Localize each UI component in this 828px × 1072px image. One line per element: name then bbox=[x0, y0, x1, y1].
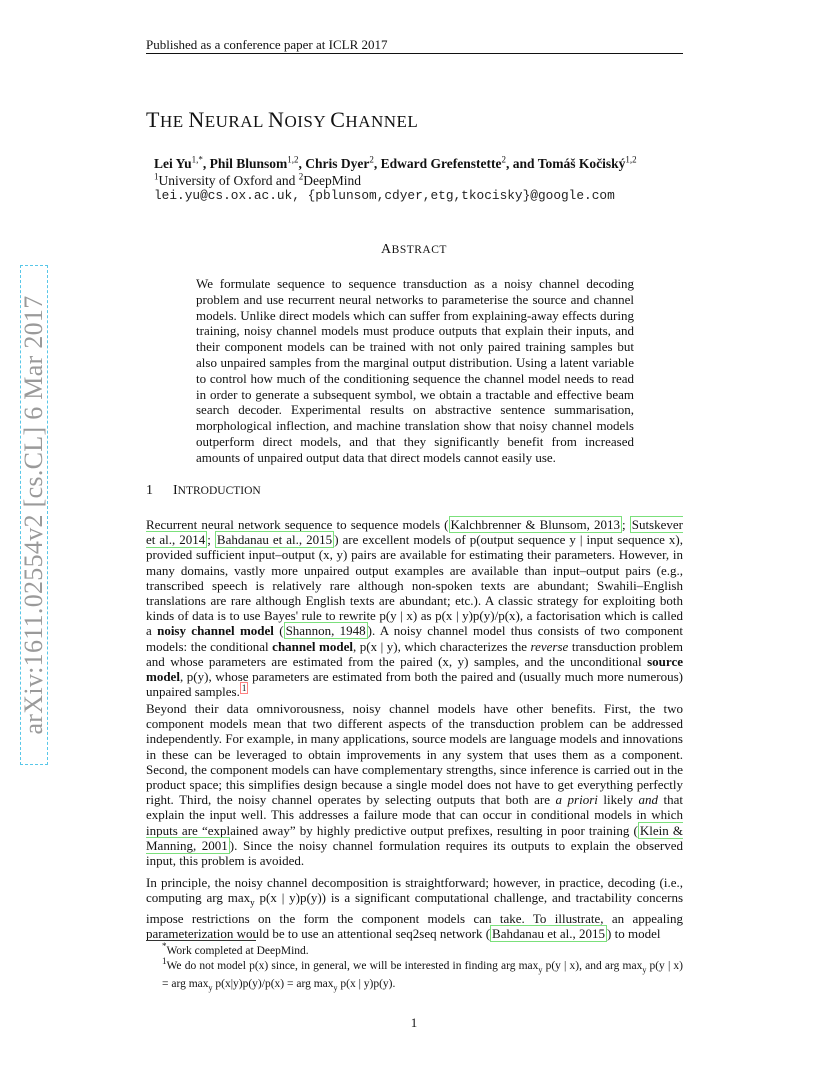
author-emails[interactable]: lei.yu@cs.ox.ac.uk, {pblunsom,cdyer,etg,tkocisky}@google.com bbox=[154, 188, 615, 203]
citation-link[interactable]: Klein & Manning, 2001 bbox=[146, 822, 683, 853]
intro-paragraph-1: Recurrent neural network sequence to sequence models ( Kalchbrenner & Blunsom, 2013 ; Sutskever et al., 2014 ; Bahdanau et al., 2015 ) are excellent models of p(output sequence y | input sequence x), provided sufficient input–output (x, y) pairs are available for estimating their parameters. However, in many domains, vastly more unpaired output examples are available than input–output pairs (e.g., transcribed speech is relatively rare although non-spoken texts are abundant; Swahili–English translations are rare although English texts are abundant; etc.). A classic strategy for exploiting both kinds of data is to use Bayes' rule to rewrite p(y | x) as p(x | y)p(y)/p(x), a factorisation which is called a noisy channel model ( Shannon, 1948 ). A noisy channel model thus consists of two component models: the conditional channel model, p(x | y), which characterizes the reverse transduction problem and whose parameters are estimated from the paired (x, y) samples, and the unconditional source model, p(y), whose parameters are estimated from both the paired and (usually much more numerous) unpaired samples. $^1$ bbox=[146, 517, 684, 700]
citation-link[interactable]: Sutskever et al., 2014 bbox=[146, 517, 683, 548]
arxiv-stamp[interactable] bbox=[20, 265, 50, 765]
intro-paragraph-3: In principle, the noisy channel decomposition is straightforward; however, in practice, decoding (i.e., computing arg $\max_y p(x$ | y)p(y)) is a significant computational challenge, and tractability concerns impose restrictions on the form the component models can take. To illustrate, an appealing parameterization would be to use an attentional seq2seq network ( Bahdanau et al., 2015 ) to model bbox=[146, 875, 683, 942]
author-list: Lei $Yu^{1,*}$, Phil Blunsom$^{1,2}$, Chris Dyer$^2$, Edward Grefenstette$^2$, and Tomáš Kočiský$^{1,2}$ bbox=[154, 154, 637, 171]
citation-link[interactable]: Kalchbrenner & Blunsom, 2013 bbox=[450, 517, 620, 532]
arxiv-stamp-label[interactable]: arXiv:1611.02554v2 [cs.CL] 6 Mar 2017 bbox=[19, 295, 48, 735]
intro-paragraph-2: Beyond their data omnivorousness, noisy channel models have other benefits. First, the two component models mean that two different aspects of the transduction problem can be addressed independently. For example, in many applications, source models are language models and innovations in these can be leveraged to obtain improvements in any system that uses them as a component. Second, the component models can have complementary strengths, since inference is carried out in the product space; this simplifies design because a single model does not have to get everything perfectly right. Third, the noisy channel operates by selecting outputs that both are a priori likely and that explain the input well. This addresses a failure mode that can occur in conditional models in which inputs are “explained away” by highly predictive output prefixes, resulting in poor training ( Klein & Manning, 2001 ). Since the noisy channel formulation requires its outputs to explain the observed input, this problem is avoided. bbox=[146, 701, 684, 869]
paper-title: THE NEURAL NOISY CHANNEL bbox=[146, 107, 419, 132]
abstract-body: We formulate sequence to sequence transduction as a noisy channel decoding problem and use recurrent neural networks to parameterise the source and channel models. Unlike direct models which can suffer from explaining-away effects during training, noisy channel models must produce outputs that explain their inputs, and their component models can be trained with not only paired training samples but also unpaired samples from the marginal output distribution. Using a latent variable to control how much of the conditioning sequence the channel model needs to read in order to generate a subsequent symbol, we obtain a tractable and effective beam search decoder. Experimental results on abstractive sentence summarisation, morphological inflection, and machine translation show that noisy channel models outperform direct models, and that they significantly benefit from increased amounts of unpaired output data that direct models cannot easily use. bbox=[196, 276, 634, 465]
footnote-1: *Work completed at DeepMind. bbox=[162, 941, 309, 957]
section-heading-introduction: 1 INTRODUCTION bbox=[146, 483, 261, 498]
page-number: 1 bbox=[410, 1015, 418, 1030]
citation-link[interactable]: Bahdanau et al., 2015 bbox=[492, 926, 606, 942]
abstract-heading: ABSTRACT bbox=[381, 242, 447, 257]
footnote-2: $^1$We do not model p(x) since, in general, we will be interested in finding arg $\max_y p(y$ | x), and arg $\max_y p(y$ | x) = arg $\max_y p(x|y)p(y)/p(x)$ = arg $\max_y p(x$ | y)p(y). bbox=[162, 956, 684, 993]
citation-link[interactable]: Shannon, 1948 bbox=[285, 623, 366, 639]
running-header: Published as a conference paper at ICLR 2017 bbox=[146, 37, 388, 52]
affiliation: $^1$University of Oxford and $^2$DeepMind bbox=[154, 171, 361, 188]
header-rule bbox=[146, 53, 683, 54]
citation-link[interactable]: Bahdanau et al., 2015 bbox=[216, 532, 333, 548]
footnote-link[interactable]: 1 bbox=[241, 682, 247, 693]
